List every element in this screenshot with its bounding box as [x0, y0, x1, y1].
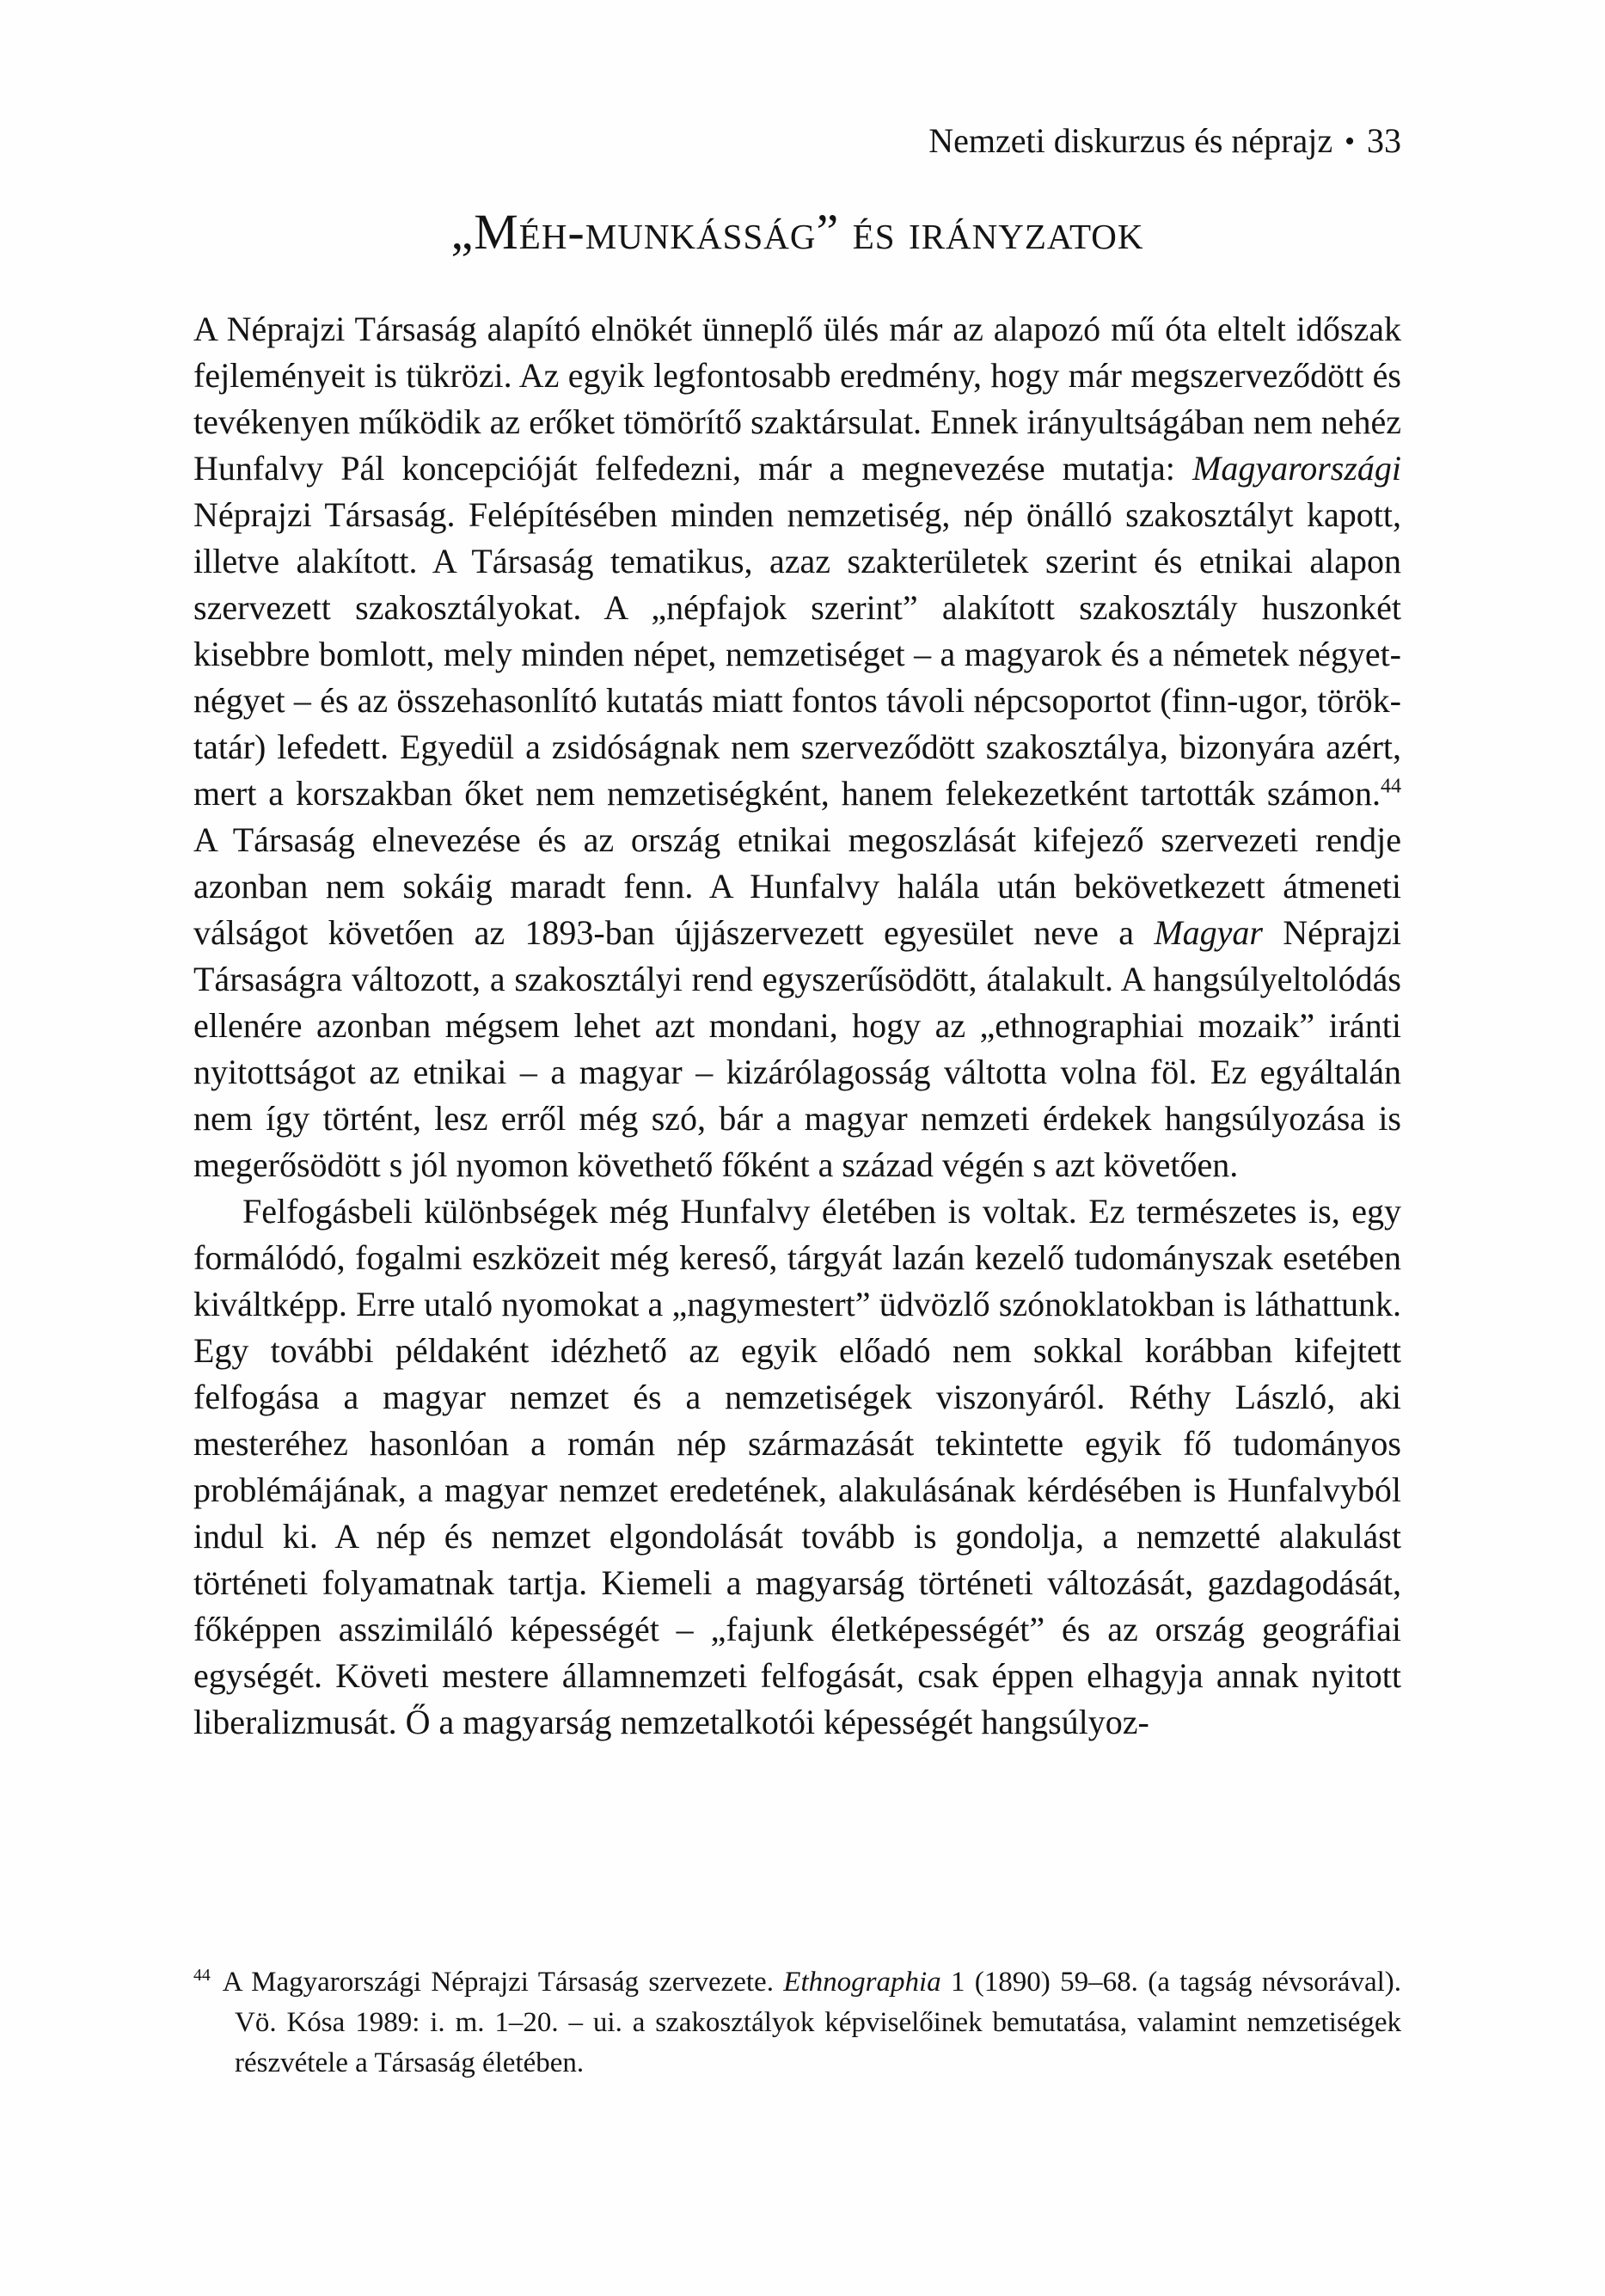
body-text	[193, 306, 1401, 1746]
text-run: Néprajzi Társaságra változott, a szakosztályi rend egyszerűsödött, átalakult. A hangsúlyeltolódás ellenére azonban mégsem lehet azt mondani, hogy az „ethnographiai mozaik” iránti nyitottságot az etnikai – a magyar – kizárólagosság váltotta volna föl. Ez egyáltalán nem így történt, lesz erről még szó, bár a magyar nemzeti érdekek hangsúlyozása is megerősödött s jól nyomon követhető főként a század végén s azt követően.	[193, 913, 1401, 1184]
footnote-marker: 44	[193, 1966, 211, 1985]
text-run: Magyar	[1154, 913, 1263, 952]
section-title: „Méh-munkásság” és irányzatok	[450, 204, 1144, 260]
paragraph	[193, 306, 1401, 1188]
bullet-separator: •	[1345, 126, 1355, 157]
text-run: Magyarországi	[1192, 449, 1401, 488]
footnote-run: Ethnographia	[783, 1967, 941, 1998]
footnote-text	[223, 1967, 1401, 2078]
page-number: 33	[1367, 121, 1401, 160]
footnote	[193, 1962, 1401, 2084]
footnote-reference: 44	[1381, 775, 1401, 798]
page-header	[193, 120, 1401, 161]
text-run: Néprajzi Társaság. Felépítésében minden nemzetiség, nép önálló szakosztályt kapott, illetve alakított. A Társaság tematikus, azaz szakterületek szerint és etnikai alapon szervezett szakosztályokat. A „népfajok szerint” alakított szakosztály huszonkét kisebbre bomlott, mely minden népet, nemzetiséget – a magyarok és a németek négyet-négyet – és az összehasonlító kutatás miatt fontos távoli népcsoportot (finn-ugor, török-tatár) lefedett. Egyedül a zsidóságnak nem szerveződött szakosztálya, bizonyára azért, mert a korszakban őket nem nemzetiségként, hanem felekezetként tartották számon.	[193, 495, 1401, 813]
running-head: Nemzeti diskurzus és néprajz	[928, 121, 1333, 160]
text-run: A Néprajzi Társaság alapító elnökét ünneplő ülés már az alapozó mű óta eltelt időszak fejleményeit is tükrözi. Az egyik legfontosabb eredmény, hogy már megszerveződött és tevékenyen működik az erőket tömörítő szaktársulat. Ennek irányultságában nem nehéz Hunfalvy Pál koncepcióját felfedezni, már a megnevezése mutatja:	[193, 310, 1401, 488]
text-run: Felfogásbeli különbségek még Hunfalvy életében is voltak. Ez természetes is, egy formálódó, fogalmi eszközeit még kereső, tárgyát lazán kezelő tudományszak esetében kiváltképp. Erre utaló nyomokat a „nagymestert” üdvözlő szónoklatokban is láthattunk. Egy további példaként idézhető az egyik előadó nem sokkal korábban kifejtett felfogása a magyar nemzet és a nemzetiségek viszonyáról. Réthy László, aki mesteréhez hasonlóan a román nép származását tekintette egyik fő tudományos problémájának, a magyar nemzet eredetének, alakulásának kérdésében is Hunfalvyból indul ki. A nép és nemzet elgondolását tovább is gondolja, a nemzetté alakulást történeti folyamatnak tartja. Kiemeli a magyarság történeti változását, gazdagodását, főképpen asszimiláló képességét – „fajunk életképességét” és az ország geográfiai egységét. Követi mestere államnemzeti felfogását, csak éppen elhagyja annak nyitott liberalizmusát. Ő a magyarság nemzetalkotói képességét hangsúlyoz-	[193, 1192, 1401, 1741]
paragraph	[193, 1188, 1401, 1746]
footnote-run: 1 (1890) 59–68. (a tagság névsorával). Vö. Kósa 1989: i. m. 1–20. – ui. a szakosztályok képviselőinek bemutatása, valamint nemzetiségek részvétele a Társaság életében.	[235, 1967, 1401, 2078]
text-run: A Társaság elnevezése és az ország etnikai megoszlását kifejező szervezeti rendje azonban nem sokáig maradt fenn. A Hunfalvy halála után bekövetkezett átmeneti válságot követően az 1893-ban újjászervezett egyesület neve a	[193, 820, 1401, 952]
footnote-run: A Magyarországi Néprajzi Társaság szervezete.	[222, 1967, 784, 1998]
